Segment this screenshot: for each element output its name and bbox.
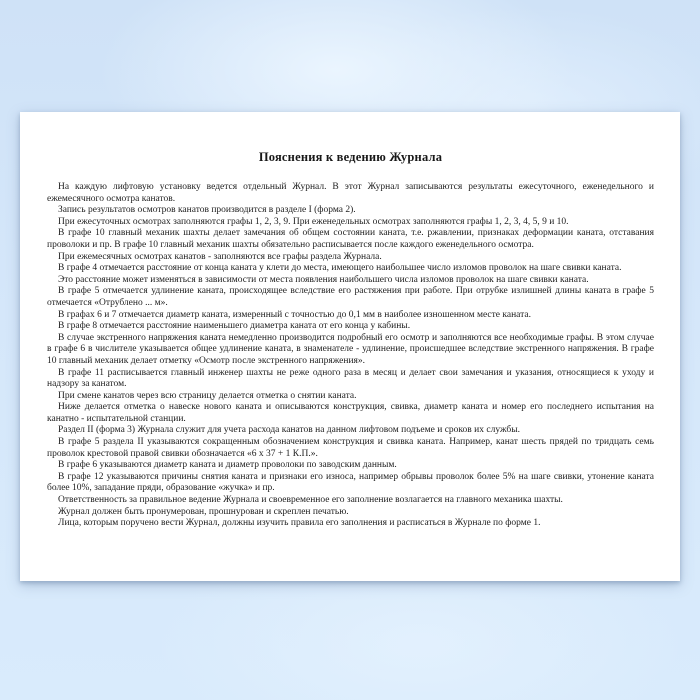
paragraph-15: Раздел II (форма 3) Журнала служит для учета расхода канатов на данном лифтовом подъеме и сроков их службы.: [58, 425, 520, 436]
paragraph-10: В графе 8 отмечается расстояние наименьшего диаметра каната от его конца у кабины.: [58, 321, 411, 332]
paragraph-11: В случае экстренного напряжения каната немедленно производится подробный его осмотр и заполняются все необходимые графы. В этом случае в графе 6 в числителе указывается общее удлинение каната, в знаменателе - удлинение, происшедшее вследствие экстренного напряжения. В графе 10 главный механик делает отметку «Осмотр после экстренного напряжения».: [47, 332, 654, 366]
paragraph-17: В графе 6 указываются диаметр каната и диаметр проволоки по заводским данным.: [58, 460, 397, 471]
paragraph-9: В графах 6 и 7 отмечается диаметр каната, измеренный с точностью до 0,1 мм в наиболее изношенном месте каната.: [58, 309, 531, 320]
paragraph-20: Журнал должен быть пронумерован, прошнурован и скреплен печатью.: [58, 506, 349, 517]
paragraph-6: В графе 4 отмечается расстояние от конца каната у клети до места, имеющего наибольшее число изломов проволок на шаге свивки каната.: [58, 263, 622, 274]
paragraph-3: При ежесуточных осмотрах заполняются графы 1, 2, 3, 9. При еженедельных осмотрах заполняются графы 1, 2, 3, 4, 5, 9 и 10.: [58, 216, 569, 227]
document-body: [47, 182, 654, 530]
paragraph-5: При ежемесячных осмотрах канатов - заполняются все графы раздела Журнала.: [58, 251, 382, 262]
paragraph-4: В графе 10 главный механик шахты делает замечания об общем состоянии каната, т.е. ржавлении, признаках деформации каната, отставания проволоки и пр. В графе 10 главный механик шахты обязательно расписывается после каждого еженедельного осмотра.: [47, 228, 654, 250]
paragraph-2: Запись результатов осмотров канатов производится в разделе I (форма 2).: [58, 205, 356, 216]
document-title: Пояснения к ведению Журнала: [258, 150, 443, 164]
paragraph-19: Ответственность за правильное ведение Журнала и своевременное его заполнение возлагается на главного механика шахты.: [58, 495, 563, 506]
paragraph-12: В графе 11 расписывается главный инженер шахты не реже одного раза в месяц и делает свои замечания и указания, относящиеся к уходу и надзору за канатом.: [47, 367, 654, 390]
paragraph-13: При смене канатов через всю страницу делается отметка о снятии каната.: [58, 390, 357, 401]
paragraph-16: В графе 5 раздела II указываются сокращенным обозначением конструкция и свивка каната. Например, канат шесть прядей по тридцать семь проволок крестовой правой свивки обозначается «6 х 37 + 1 К.П.».: [47, 437, 654, 459]
paragraph-21: Лица, которым поручено вести Журнал, должны изучить правила его заполнения и расписаться в Журнале по форме 1.: [58, 518, 541, 529]
paragraph-8: В графе 5 отмечается удлинение каната, происходящее вследствие его растяжения при работе. При отрубке излишней длины каната в графе 5 отмечается «Отрублено ... м».: [47, 286, 654, 308]
paragraph-18: В графе 12 указываются причины снятия каната и признаки его износа, например обрывы проволок более 5% на шаге свивки, утонение каната более 10%, западание пряди, образование «жучка» и пр.: [47, 471, 654, 494]
document-page: [20, 112, 680, 581]
paragraph-14: Ниже делается отметка о навеске нового каната и описываются конструкция, свивка, диаметр каната и номер его последнего испытания на канатно - испытательной станции.: [47, 402, 654, 424]
paragraph-1: На каждую лифтовую установку ведется отдельный Журнал. В этот Журнал записываются результаты ежесуточного, еженедельного и ежемесячного осмотра канатов.: [47, 182, 654, 204]
paragraph-7: Это расстояние может изменяться в зависимости от места появления наибольшего числа изломов проволок на шаге свивки каната.: [58, 274, 589, 285]
